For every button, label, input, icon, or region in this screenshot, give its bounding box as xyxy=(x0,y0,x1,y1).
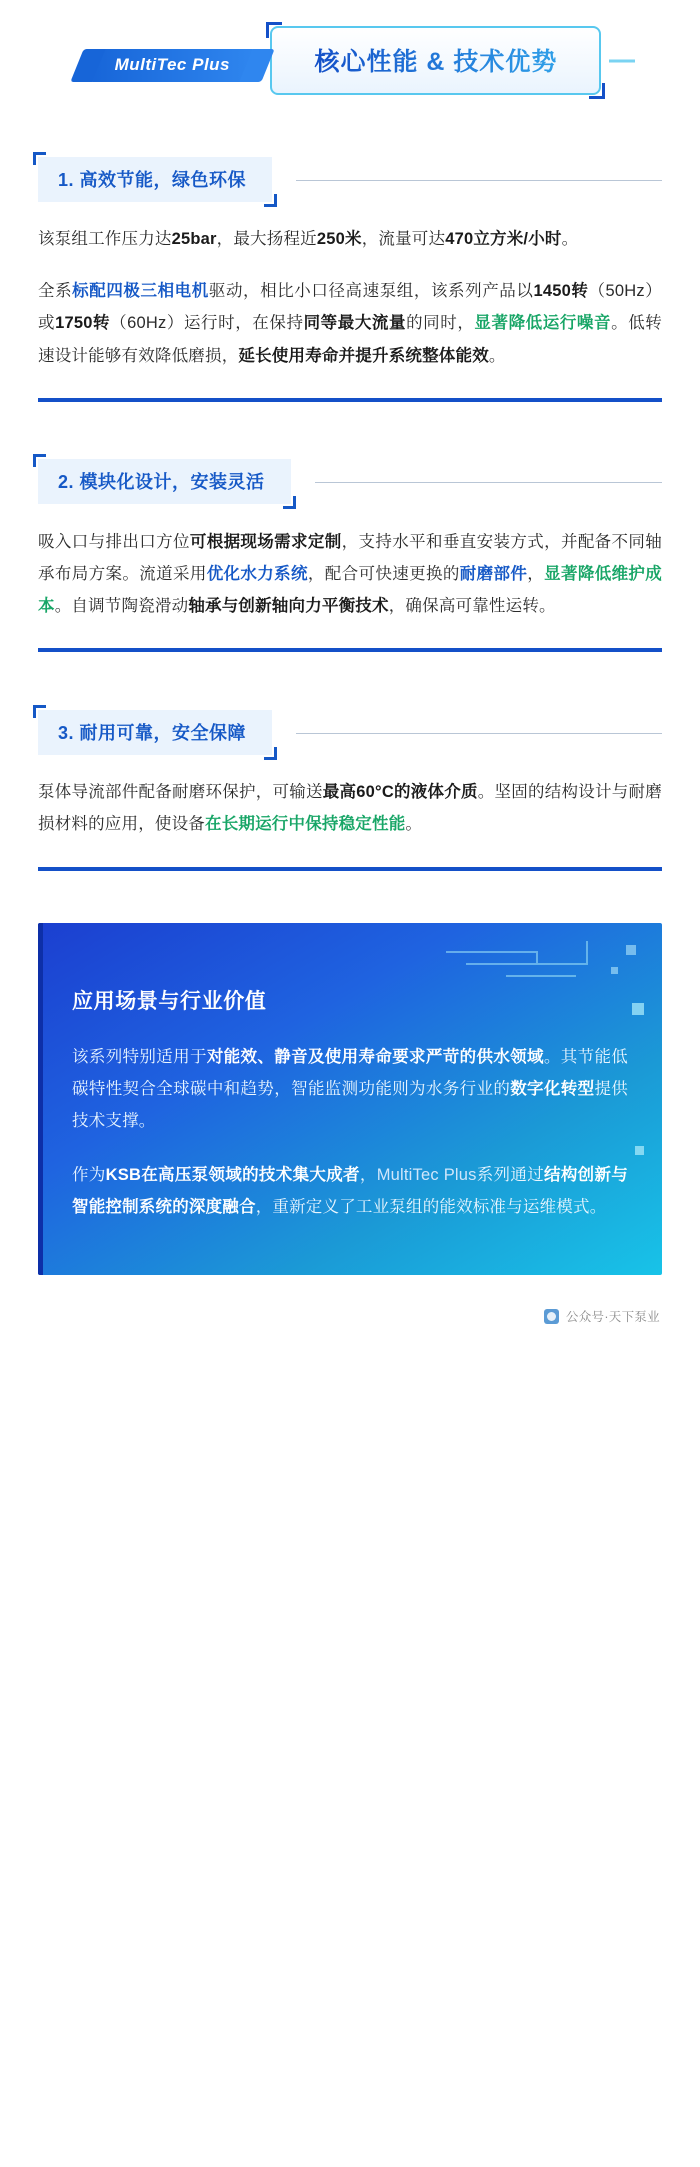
section-title: 3. 耐用可靠，安全保障 xyxy=(58,722,247,743)
section-title-box xyxy=(38,459,291,504)
paragraph xyxy=(38,275,662,372)
corner-bracket-icon xyxy=(283,496,296,509)
text-run: KSB在高压泵领域的技术集大成者 xyxy=(105,1166,360,1185)
text-run: 1750转 xyxy=(55,314,111,333)
text-run: 在长期运行中保持稳定性能 xyxy=(205,815,406,834)
section-divider xyxy=(38,867,662,871)
section-title: 2. 模块化设计，安装灵活 xyxy=(58,472,265,493)
application-panel-wrap xyxy=(38,923,662,1276)
corner-bracket-icon xyxy=(33,705,46,718)
section-modular-design xyxy=(38,460,662,653)
paragraph xyxy=(72,1159,628,1223)
text-run: 1450转 xyxy=(533,282,589,301)
paragraph xyxy=(38,776,662,840)
text-run: ，重新定义了工业泵组的能效标准与运维模式。 xyxy=(255,1198,607,1217)
corner-bracket-icon xyxy=(589,83,605,99)
header-rule xyxy=(296,180,662,181)
text-run: 泵体导流部件配备耐磨环保护，可输送 xyxy=(38,783,323,802)
page-title-wrap xyxy=(260,26,611,95)
text-run: 。自调节陶瓷滑动 xyxy=(54,597,189,616)
panel-title: 应用场景与行业价值 xyxy=(72,989,267,1013)
text-run: 。 xyxy=(561,230,579,248)
text-run: 吸入口与排出口方位 xyxy=(38,532,190,551)
text-run: 。低转速设计能够有效降低磨损， xyxy=(38,314,662,365)
section-body xyxy=(38,526,662,623)
text-run: 。 xyxy=(405,815,423,834)
paragraph xyxy=(38,223,662,255)
corner-bracket-icon xyxy=(264,747,277,760)
section-title: 1. 高效节能，绿色环保 xyxy=(58,169,247,190)
text-run: 最高60°C的液体介质 xyxy=(322,783,478,802)
section-title-box xyxy=(38,710,272,755)
text-run: 标配四极三相电机 xyxy=(72,282,209,301)
text-run: 系列通过 xyxy=(476,1166,545,1185)
text-run: 结构创新与智能控制系统的深度融合 xyxy=(72,1166,628,1217)
text-run: 。坚固的结构设计与耐磨损材料的应用，使设备 xyxy=(38,783,662,834)
text-run: ， xyxy=(359,1166,377,1185)
text-run: 优化水力系统 xyxy=(206,564,308,583)
text-run: 同等最大流量 xyxy=(303,314,407,333)
circuit-decoration-icon xyxy=(446,941,636,983)
page-title-box xyxy=(270,26,601,95)
section-body xyxy=(38,776,662,840)
panel-body xyxy=(72,1041,628,1224)
text-run: ，流量可达 xyxy=(361,230,446,248)
corner-bracket-icon xyxy=(266,22,282,38)
header xyxy=(0,0,700,95)
avatar xyxy=(544,1309,559,1324)
corner-bracket-icon xyxy=(33,152,46,165)
section-header xyxy=(38,710,662,754)
text-run: 可根据现场需求定制 xyxy=(189,532,342,551)
header-rule xyxy=(296,733,662,734)
text-run: 延长使用寿命并提升系统整体能效 xyxy=(238,346,489,365)
corner-bracket-icon xyxy=(33,454,46,467)
text-run: 数字化转型 xyxy=(510,1079,595,1098)
text-run: 的同时， xyxy=(406,314,475,333)
text-run: 。 xyxy=(488,346,506,365)
text-run: 全系 xyxy=(38,282,73,301)
application-panel xyxy=(38,923,662,1276)
text-run: 显著降低运行噪音 xyxy=(474,314,612,333)
corner-bracket-icon xyxy=(264,194,277,207)
text-run: ，确保高可靠性运转。 xyxy=(388,597,556,616)
section-efficiency xyxy=(38,157,662,402)
text-run: 作为 xyxy=(72,1166,106,1185)
text-run: 驱动，相比小口径高速泵组，该系列产品以 xyxy=(208,282,534,301)
text-run: 。其节能低碳特性契合全球碳中和趋势，智能监测功能则为水务行业的 xyxy=(72,1047,629,1098)
text-run: 该泵组工作压力达 xyxy=(38,230,172,248)
section-durability xyxy=(38,710,662,870)
text-run: ，最大扬程近 xyxy=(216,230,317,248)
text-run: 对能效、静音及使用寿命要求严苛的供水领域 xyxy=(206,1047,544,1066)
section-divider xyxy=(38,648,662,652)
paragraph xyxy=(38,526,662,623)
footer xyxy=(0,1293,700,1343)
section-header xyxy=(38,157,662,201)
title-flank-right-icon xyxy=(609,59,635,62)
text-run: MultiTec Plus xyxy=(376,1166,477,1185)
section-divider xyxy=(38,398,662,402)
text-run: 轴承与创新轴向力平衡技术 xyxy=(188,597,389,616)
text-run: ，支持水平和垂直安装方式，并配备不同轴承布局方案。流道采用 xyxy=(38,532,662,583)
brand-tag: MultiTec Plus xyxy=(89,49,256,82)
header-rule xyxy=(315,482,662,483)
text-run: 显著降低维护成本 xyxy=(38,564,663,616)
square-accent-icon xyxy=(632,1003,644,1015)
text-run: 250米 xyxy=(316,230,362,248)
text-run: 提供技术支撑。 xyxy=(72,1079,629,1130)
page-title: 核心性能 & 技术优势 xyxy=(314,48,558,76)
text-run: 25bar xyxy=(171,230,217,248)
section-title-box xyxy=(38,157,272,202)
square-accent-icon xyxy=(635,1146,644,1155)
text-run: ，配合可快速更换的 xyxy=(307,564,460,583)
text-run: （60Hz）运行时，在保持 xyxy=(110,314,304,333)
text-run: 470立方米/小时 xyxy=(445,230,562,248)
text-run: ， xyxy=(527,564,545,583)
text-run: （50Hz）或 xyxy=(38,282,662,333)
section-header xyxy=(38,460,662,504)
text-run: 耐磨部件 xyxy=(459,564,528,583)
account-label: 公众号·天下泵业 xyxy=(565,1310,660,1325)
section-body xyxy=(38,223,662,372)
paragraph xyxy=(72,1041,628,1138)
text-run: 该系列特别适用于 xyxy=(72,1047,207,1066)
